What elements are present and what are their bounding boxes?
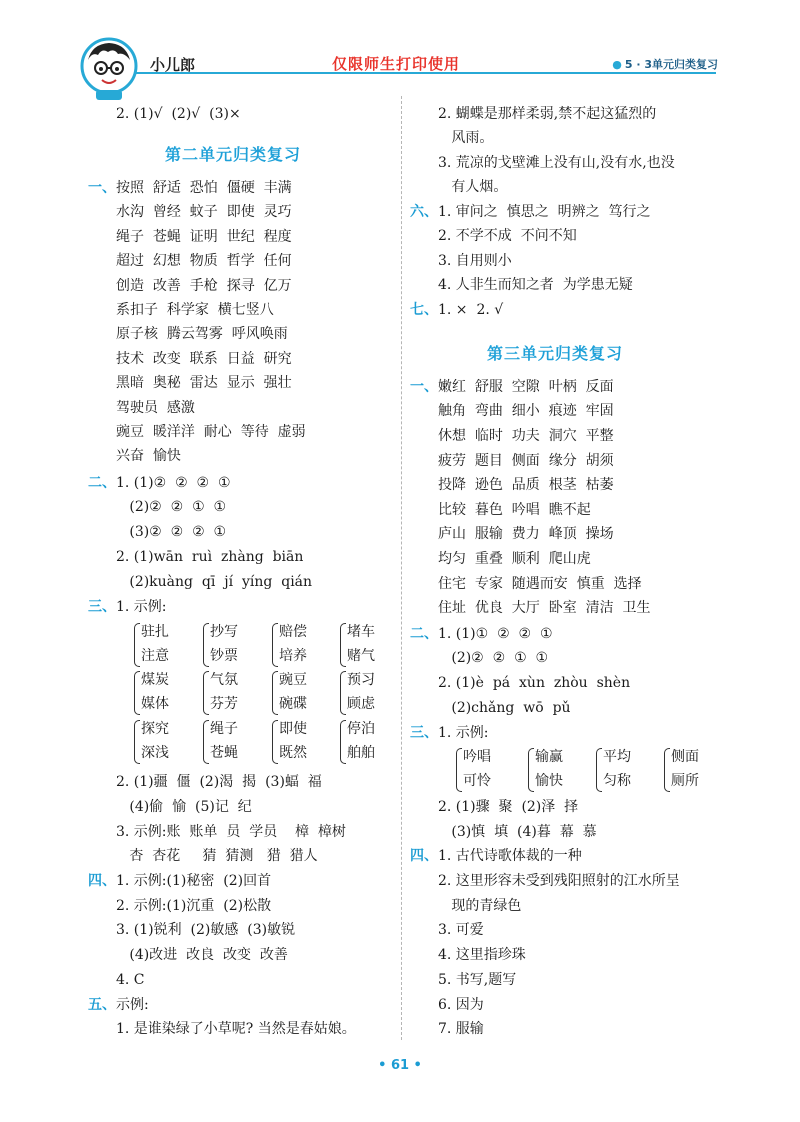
pair-word: 匀称 xyxy=(603,773,631,789)
text-line: 2. 蝴蝶是那样柔弱,禁不起这猛烈的 xyxy=(438,106,657,122)
text-line: 2. (1)疆 僵 (2)渴 揭 (3)蝠 福 xyxy=(116,774,322,790)
text-line: 嫩红 舒服 空隙 叶柄 反面 xyxy=(438,379,614,395)
text-line: 1. 示例:(1)秘密 (2)回首 xyxy=(116,873,272,889)
text-line: 7. 服输 xyxy=(438,1021,484,1037)
boy-mascot-icon xyxy=(78,36,140,102)
text-line: 2. (1)è pá xùn zhòu shèn xyxy=(438,675,631,691)
text-line: 系扣子 科学家 横七竖八 xyxy=(116,302,274,318)
text-line: 3. 可爱 xyxy=(438,922,484,938)
text-line: 1. 古代诗歌体裁的一种 xyxy=(438,848,582,864)
text-line: 2. (1)骤 聚 (2)泽 择 xyxy=(438,799,579,815)
word-pair xyxy=(340,668,375,716)
word-pair xyxy=(340,717,375,765)
word-pair xyxy=(456,745,491,793)
text-line: (4)偷 愉 (5)记 纪 xyxy=(116,799,252,815)
text-line: (3)慎 填 (4)暮 幕 慕 xyxy=(438,824,597,840)
pair-word: 吟唱 xyxy=(463,749,491,765)
word-pair xyxy=(340,620,375,668)
pair-word: 煤炭 xyxy=(141,672,169,688)
text-line: 3. 自用则小 xyxy=(438,253,512,269)
text-line: 1. 示例: xyxy=(438,725,489,741)
section-label: 五、 xyxy=(88,997,116,1013)
text-line: 1. 示例: xyxy=(116,599,167,615)
section-label: 七、 xyxy=(410,302,438,318)
text-line: 1. × 2. √ xyxy=(438,302,504,318)
pair-word: 绳子 xyxy=(210,721,238,737)
text-line: 5. 书写,题写 xyxy=(438,972,517,988)
text-line: (2)② ② ① ① xyxy=(438,650,549,666)
pair-word: 注意 xyxy=(141,648,169,664)
text-line: 技术 改变 联系 日益 研究 xyxy=(116,351,292,367)
word-pair xyxy=(203,717,238,765)
column-divider xyxy=(401,96,402,1040)
text-line: 1. 是谁染绿了小草呢? 当然是春姑娘。 xyxy=(116,1021,356,1037)
text-line: (3)② ② ② ① xyxy=(116,524,227,540)
word-pair xyxy=(664,745,699,793)
text-line: 超过 幻想 物质 哲学 任何 xyxy=(116,253,292,269)
text-line: 兴奋 愉快 xyxy=(116,448,181,464)
pair-word: 厕所 xyxy=(671,773,699,789)
pair-word: 赔偿 xyxy=(279,624,307,640)
word-pair xyxy=(528,745,563,793)
word-pair xyxy=(134,620,169,668)
section-label: 二、 xyxy=(88,475,116,491)
word-pair xyxy=(596,745,631,793)
text-line: 风雨。 xyxy=(438,130,494,146)
text-line: 庐山 服输 费力 峰顶 操场 xyxy=(438,526,614,542)
text-line: 绳子 苍蝇 证明 世纪 程度 xyxy=(116,229,292,245)
text-line: 4. 人非生而知之者 为学患无疑 xyxy=(438,277,633,293)
pair-word: 苍蝇 xyxy=(210,745,238,761)
bullet-icon: ● xyxy=(612,58,622,71)
pair-word: 顾虑 xyxy=(347,696,375,712)
text-line: (4)改进 改良 改变 改善 xyxy=(116,947,288,963)
pair-word: 即使 xyxy=(279,721,307,737)
text-line: 休想 临时 功夫 洞穴 平整 xyxy=(438,428,614,444)
text-line: 水沟 曾经 蚊子 即使 灵巧 xyxy=(116,204,292,220)
pair-word: 舶舶 xyxy=(347,745,375,761)
text-line: 1. (1)② ② ② ① xyxy=(116,475,231,491)
text-line: 驾驶员 感激 xyxy=(116,400,195,416)
pair-word: 驻扎 xyxy=(141,624,169,640)
text-line: 触角 弯曲 细小 痕迹 牢固 xyxy=(438,403,614,419)
section-title-unit2: 第二单元归类复习 xyxy=(165,145,302,164)
word-pair xyxy=(134,717,169,765)
text-line: 2. 这里形容未受到残阳照射的江水所呈 xyxy=(438,873,680,889)
brand-name: 小儿郎 xyxy=(150,56,196,74)
text-line: 3. (1)锐利 (2)敏感 (3)敏锐 xyxy=(116,922,296,938)
text-line: 有人烟。 xyxy=(438,179,508,195)
section-label: 四、 xyxy=(410,848,438,864)
section-label: 六、 xyxy=(410,204,438,220)
text-line: 4. C xyxy=(116,972,145,988)
text-line: 1. (1)① ② ② ① xyxy=(438,626,553,642)
text-line: 3. 示例:账 账单 员 学员 樟 樟树 xyxy=(116,824,346,840)
pair-word: 侧面 xyxy=(671,749,699,765)
pair-word: 气氛 xyxy=(210,672,238,688)
text-line: 创造 改善 手枪 探寻 亿万 xyxy=(116,278,292,294)
section-label: 二、 xyxy=(410,626,438,642)
text-line: 黑暗 奥秘 雷达 显示 强壮 xyxy=(116,375,292,391)
page-number: • 61 • xyxy=(378,1058,422,1073)
text-line: 原子核 腾云驾雾 呼风唤雨 xyxy=(116,326,288,342)
pair-word: 停泊 xyxy=(347,721,375,737)
text-line: 6. 因为 xyxy=(438,997,484,1013)
pair-word: 深浅 xyxy=(141,745,169,761)
pair-word: 抄写 xyxy=(210,624,238,640)
text-line: 豌豆 暖洋洋 耐心 等待 虚弱 xyxy=(116,424,306,440)
text-line: 住址 优良 大厅 卧室 清洁 卫生 xyxy=(438,600,651,616)
word-pair xyxy=(272,620,307,668)
text-line: 按照 舒适 恐怕 僵硬 丰满 xyxy=(116,180,292,196)
text-line: 疲劳 题目 侧面 缘分 胡须 xyxy=(438,453,614,469)
pair-word: 愉快 xyxy=(535,773,563,789)
pair-word: 碗碟 xyxy=(279,696,307,712)
word-pair xyxy=(134,668,169,716)
text-line: 4. 这里指珍珠 xyxy=(438,947,526,963)
pair-word: 可怜 xyxy=(463,773,491,789)
text-line: 2. 不学不成 不问不知 xyxy=(438,228,577,244)
pair-word: 既然 xyxy=(279,745,307,761)
section-label: 一、 xyxy=(410,379,438,395)
text-line: 1. 审问之 慎思之 明辨之 笃行之 xyxy=(438,204,651,220)
text-line: 现的青绿色 xyxy=(438,898,522,914)
pair-word: 芬芳 xyxy=(210,696,238,712)
unit-tag xyxy=(612,56,718,72)
pair-word: 探究 xyxy=(141,721,169,737)
word-pair xyxy=(203,668,238,716)
pair-word: 预习 xyxy=(347,672,375,688)
unit-tag-text: 5 · 3单元归类复习 xyxy=(624,58,718,71)
text-line: (2)chǎng wō pǔ xyxy=(438,700,571,716)
pair-word: 平均 xyxy=(603,749,631,765)
pair-word: 钞票 xyxy=(210,648,238,664)
text-line: 示例: xyxy=(116,997,149,1013)
left-top-item: 2. (1)√ (2)√ (3)× xyxy=(116,106,241,122)
pair-word: 赌气 xyxy=(347,648,375,664)
text-line: 2. (1)wān ruì zhàng biān xyxy=(116,549,304,565)
section-label: 三、 xyxy=(88,599,116,615)
word-pair xyxy=(203,620,238,668)
text-line: 均匀 重叠 顺利 爬山虎 xyxy=(438,551,591,567)
pair-word: 媒体 xyxy=(141,696,169,712)
pair-word: 堵车 xyxy=(347,624,375,640)
pair-word: 培养 xyxy=(279,648,307,664)
text-line: 比较 暮色 吟唱 瞧不起 xyxy=(438,502,591,518)
text-line: (2)kuàng qī jí yíng qián xyxy=(116,574,313,590)
text-line: 3. 荒凉的戈壁滩上没有山,没有水,也没 xyxy=(438,155,675,171)
print-banner: 仅限师生打印使用 xyxy=(332,55,461,73)
text-line: 2. 示例:(1)沉重 (2)松散 xyxy=(116,898,272,914)
text-line: (2)② ② ① ① xyxy=(116,499,227,515)
section-label: 一、 xyxy=(88,180,116,196)
text-line: 住宅 专家 随遇而安 慎重 选择 xyxy=(438,576,642,592)
section-label: 四、 xyxy=(88,873,116,889)
word-pair xyxy=(272,668,307,716)
section-label: 三、 xyxy=(410,725,438,741)
word-pair xyxy=(272,717,307,765)
section-title-unit3: 第三单元归类复习 xyxy=(487,344,624,363)
text-line: 投降 逊色 品质 根茎 枯萎 xyxy=(438,477,614,493)
text-line: 杏 杏花 猜 猜测 猎 猎人 xyxy=(116,848,318,864)
pair-word: 输赢 xyxy=(535,749,563,765)
pair-word: 豌豆 xyxy=(279,672,307,688)
